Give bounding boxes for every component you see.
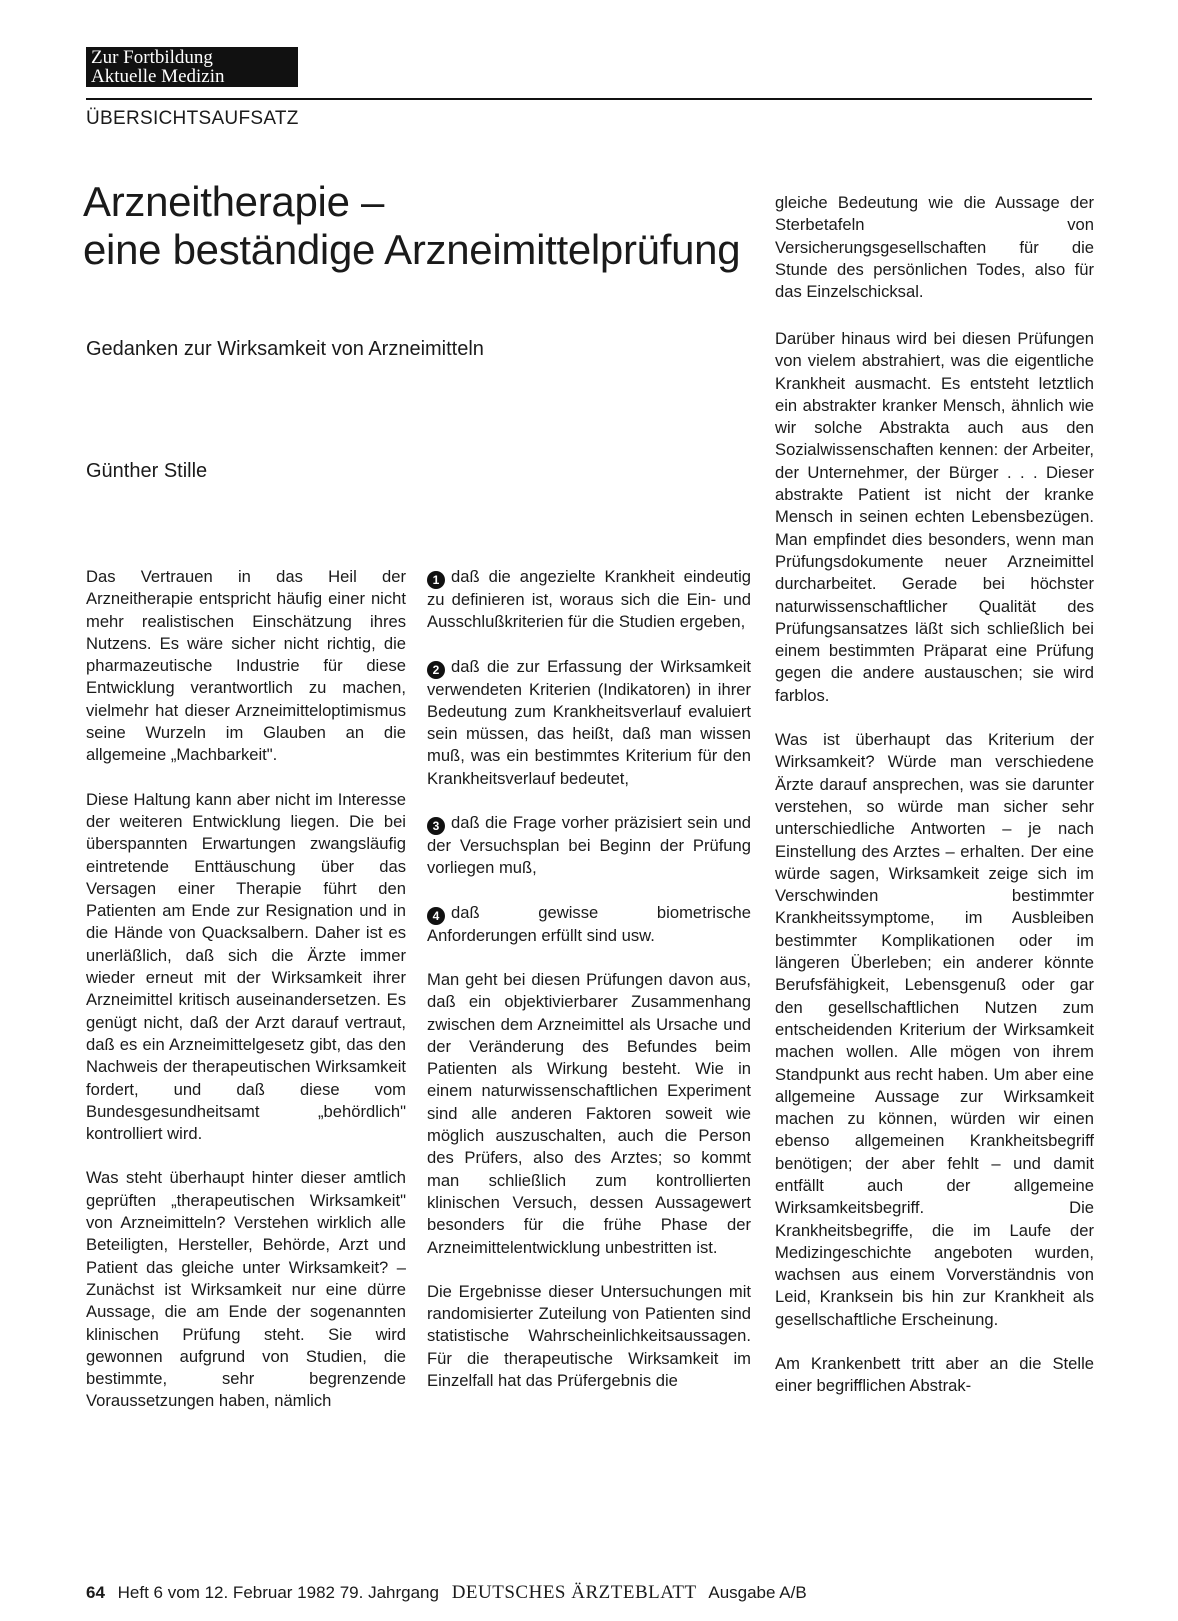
column-2 [427, 566, 751, 1414]
paragraph: gleiche Bedeutung wie die Aussage der Sterbetafeln von Versicherungsgesellschaften für die Stunde des persönlichen Todes, also für das Einzelschicksal. [775, 193, 1094, 302]
page-number: 64 [86, 1583, 105, 1602]
journal-name: DEUTSCHES ÄRZTEBLATT [451, 1582, 697, 1603]
edition-info: Ausgabe A/B [708, 1583, 807, 1602]
paragraph: Die Ergebnisse dieser Untersuchungen mit randomisierter Zuteilung von Patienten sind statistische Wahrscheinlichkeitsaussagen. Für die therapeutische Wirksamkeit im Einzelfall hat das Prüfergebnis die [427, 1281, 751, 1391]
number-badge: 1 [427, 571, 445, 589]
article-title [83, 178, 740, 274]
numbered-item [427, 812, 751, 880]
number-badge: 4 [427, 907, 445, 925]
numbered-item [427, 902, 751, 947]
paragraph: Man geht bei diesen Prüfungen davon aus, daß ein objektivierbarer Zusammenhang zwischen dem Arzneimittel als Ursache und der Veränderung des Befundes beim Patienten als Wirkung besteht. Wie in einem naturwissenschaftlichen Experiment sind alle anderen Faktoren soweit wie möglich auszuschalten, auch die Person des Prüfers, also des Arztes; so kommt man schließlich zum kontrollierten klinischen Versuch, dessen Aussagewert besonders für die frühe Phase der Arzneimittelentwicklung unbestritten ist. [427, 969, 751, 1257]
paragraph: Diese Haltung kann aber nicht im Interesse der weiteren Entwicklung liegen. Die bei überspannten Erwartungen zwangsläufig eintretende Enttäuschung über das Versagen einer Therapie führt den Patienten am Ende zur Resignation und in die Hände von Quacksalbern. Daher ist es unerläßlich, daß sich die Ärzte immer wieder erneut mit der Wirksamkeit ihrer Arzneimittel kritisch auseinandersetzen. Es genügt nicht, daß der Arzt darauf vertraut, daß es ein Arzneimittelgesetz gibt, das den Nachweis der therapeutischen Wirksamkeit fordert, und daß diese vom Bundesgesundheitsamt „behördlich" kontrolliert wird. [86, 789, 406, 1144]
paragraph: Darüber hinaus wird bei diesen Prüfungen von vielem abstrahiert, was die eigentliche Krankheit ausmacht. Es entsteht letztlich ein abstrakter kranker Mensch, ähnlich wie wir solche Abstrakta auch aus den Sozialwissenschaften kennen: der Arbeiter, der Unternehmer, der Bürger . . . Dieser abstrakte Patient ist nicht der kranke Mensch in seinen echten Lebensbezügen. Man empfindet dies besonders, wenn man Prüfungsdokumente neuer Arzneimittel durcharbeitet. Gerade bei höchster naturwissenschaftlicher Qualität des Prüfungsansatzes läßt sich schließlich bei einem bestimmten Präparat eine Prüfung gegen die andere austauschen; sie wird farblos. [775, 329, 1094, 705]
number-badge: 3 [427, 817, 445, 835]
numbered-item [427, 656, 751, 790]
article-subtitle: Gedanken zur Wirksamkeit von Arzneimitteln [86, 338, 484, 360]
section-tag-line1: Zur Fortbildung [91, 47, 213, 68]
number-badge: 2 [427, 661, 445, 679]
issue-info: Heft 6 vom 12. Februar 1982 79. Jahrgang [117, 1583, 439, 1602]
column-3 [775, 328, 1094, 1420]
item-text: daß die Frage vorher präzisiert sein und der Versuchsplan bei Beginn der Prüfung vorliegen muß, [427, 813, 751, 878]
header-rule [86, 98, 1092, 100]
paragraph: Am Krankenbett tritt aber an die Stelle einer begrifflichen Abstrak- [775, 1354, 1094, 1396]
page-footer [86, 1582, 807, 1604]
title-line2: eine beständige Arzneimittelprüfung [83, 226, 741, 273]
section-tag-line2: Aktuelle Medizin [91, 66, 225, 87]
item-text: daß die angezielte Krankheit eindeutig zu definieren ist, woraus sich die Ein- und Ausschlußkriterien für die Studien ergeben, [427, 567, 751, 632]
paragraph: Was steht überhaupt hinter dieser amtlich geprüften „therapeutischen Wirksamkeit" von Arzneimitteln? Verstehen wirklich alle Beteiligten, Hersteller, Behörde, Arzt und Patient das gleiche unter Wirksamkeit? – Zunächst ist Wirksamkeit nur eine dürre Aussage, die am Ende der sogenannten klinischen Prüfung steht. Sie wird gewonnen aufgrund von Studien, die bestimmte, sehr begrenzende Voraussetzungen haben, nämlich [86, 1168, 406, 1411]
item-text: daß die zur Erfassung der Wirksamkeit verwendeten Kriterien (Indikatoren) in ihrer Bedeutung zum Krankheitsverlauf evaluiert sein müssen, das heißt, daß man wissen muß, was ein bestimmtes Kriterium für den Krankheitsverlauf bedeutet, [427, 656, 751, 788]
section-tag [86, 47, 298, 87]
numbered-item [427, 566, 751, 634]
paragraph: Was ist überhaupt das Kriterium der Wirksamkeit? Würde man verschiedene Ärzte darauf ansprechen, was sie darunter verstehen, so würde man sicher sehr unterschiedliche Antworten – je nach Einstellung des Arztes – erhalten. Der eine würde sagen, Wirksamkeit zeige sich im Verschwinden bestimmter Krankheitssymptome, im Ausbleiben bestimmter Komplikationen oder im längeren Überleben; ein anderer könnte Berufsfähigkeit, Lebensgenuß oder gar den gesellschaftlichen Nutzen zum entscheidenden Kriterium der Wirksamkeit machen wollen. Alle mögen von ihrem Standpunkt aus recht haben. Um aber eine allgemeine Aussage zur Wirksamkeit machen zu können, würden wir einen ebenso allgemeinen Krankheitsbegriff benötigen; der aber fehlt – und damit entfällt auch der allgemeine Wirksamkeitsbegriff. Die Krankheitsbegriffe, die im Laufe der Medizingeschichte angeboten wurden, wachsen aus einem Vorverständnis von Leid, Kranksein bis hin zur Krankheit als gesellschaftliche Erscheinung. [775, 730, 1094, 1329]
title-line1: Arzneitherapie – [83, 178, 385, 225]
article-kicker: ÜBERSICHTSAUFSATZ [86, 108, 299, 129]
paragraph: Das Vertrauen in das Heil der Arzneitherapie entspricht häufig einer nicht mehr realistischen Einschätzung ihres Nutzens. Es wäre sicher nicht richtig, die pharmazeutische Industrie für diese Entwicklung verantwortlich zu machen, vielmehr hat dieser Arzneimitteloptimismus seine Wurzeln im Glauben an die allgemeine „Machbarkeit". [86, 567, 406, 765]
item-text: daß gewisse biometrische Anforderungen erfüllt sind usw. [427, 902, 751, 945]
article-author: Günther Stille [86, 460, 208, 482]
column-3-top [775, 192, 1094, 325]
column-1 [86, 566, 406, 1435]
